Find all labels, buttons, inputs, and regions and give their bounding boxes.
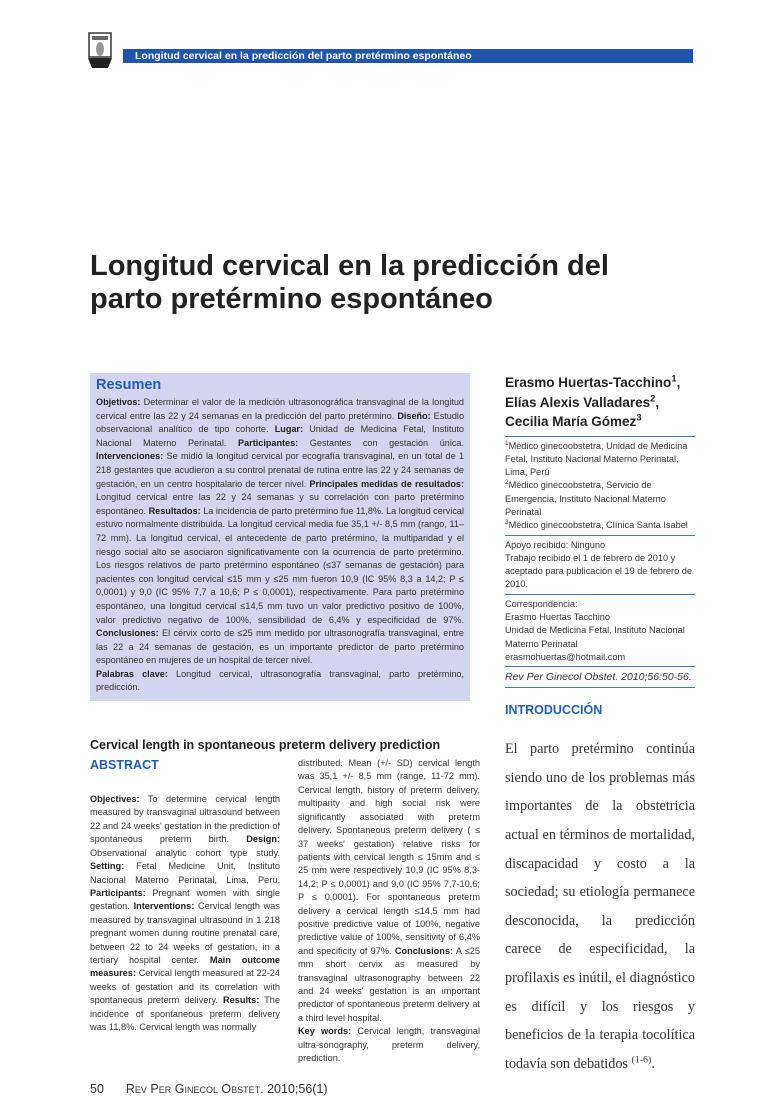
section-label: Participantes: [238,437,299,448]
running-header: Longitud cervical en la predicción del parto pretérmino espontáneo [123,49,693,63]
author-name-text: Elías Alexis Valladares [505,394,651,410]
abstract-heading: ABSTRACT [90,758,159,773]
author-name-text: Cecilia María Gómez [505,414,637,429]
section-text: distributed. Mean (+/- SD) cervical length was 35,1 +/- 8,5 mm (range, 11-72 mm). Cervical length, history of preterm delivery, multiparity and high social risk were significantly associated with preterm delivery. Spontaneous preterm delivery ( ≤ 37 weeks' gestation) relative risks for patients with cervical length ≤ 15mm and ≤ 25 mm were respectively 10,9 (IC 95% 8,3-14,2; P ≤ 0,0001) and 9,0 (IC 95% 7,7-10,6; P ≤ 0,0001). For spontaneous preterm delivery a cervical length ≤14,5 mm had positive predictive value of 100%, negative predictive value of 100%, sensitivity of 6,4% and specificity of 97%. [298,758,480,956]
article-title: Longitud cervical en la predicción del parto pretérmino espontáneo [90,250,609,315]
affiliation-text: Médico ginecoobstetra, Servicio de Emergencia, Instituto Nacional Materno Perinatal [505,480,666,517]
section-text: Pregnant women with single gestation. [90,887,280,912]
affiliation-sup: 3 [505,519,509,527]
section-label: Diseño: [397,410,431,421]
author-name [505,412,695,432]
section-text: To determine cervical length measured by transvaginal ultrasound between 22 and 24 weeks' gestation in the prediction of spontaneous preterm birth. [90,794,280,845]
submission-info [505,536,695,595]
author-sup: 1 [671,373,677,385]
journal-citation: Rev Per Ginecol Obstet. 2010;56(1) [125,1082,328,1097]
received-text: Trabajo recibido el 1 de febrero de 2010 y aceptado para publicación el 19 de febrero de 2010. [505,552,692,590]
intro-end: . [651,1055,655,1072]
section-label: Objectives: [90,794,140,805]
section-text: The incidence of spontaneous preterm delivery was 11,8%. Cervical length was normally [90,995,280,1032]
intro-body: El parto pretérmino continúa siendo uno de los problemas más importantes de la obstetricia actual en términos de mortalidad, discapacidad y costo a la sociedad; su etiología permanece desconocida, la predicción carece de especificidad, la profilaxis es inútil, el diagnóstico es difícil y los riesgos y beneficios de la terapia tocolítica todavía son debatidos [505,741,695,1072]
right-column [505,373,695,1078]
keywords-text: Cervical length, transvaginal ultra-sonography, preterm delivery, prediction. [298,1026,480,1063]
section-text: La incidencia de parto pretérmino fue 11,8%. La longitud cervical estuvo normalmente distribuida. La longitud cervical media fue 35,1 +/- 8,5 mm (rango, 11–72 mm). La longitud cervical, el antecedente de parto pretérmino, la multiparidad y el riesgo social alto se asociaron significativamente con la ocurrencia de parto pretérmino. Los riesgos relativos de parto pretérmino espontáneo (≤37 semanas de gestación) para pacientes con longitud cervical ≤15 mm y ≤25 mm fueron 10,9 (IC 95% 8,3 a 14,2; P ≤ 0,0001) y 9,0 (IC 95% 7,7 a 10,6; P ≤ 0,0001), respectivamente. Para parto pretérmino espontáneo, una longitud cervical ≤14,5 mm tuvo un valor predictivo positivo de 100%, valor predictivo negativo de 100%, sensibilidad de 6,4% y especificidad de 97%. [96,505,464,625]
keywords-label: Key words: [298,1026,352,1037]
section-label: Setting: [90,861,125,872]
section-label: Lugar: [274,424,303,435]
section-label: Conclusions: [394,945,454,956]
section-text: Fetal Medicine Unit, Instituto Nacional Materno Perinatal, Lima, Peru. [90,861,280,885]
journal-logo [88,32,112,70]
section-text: Cervical length was measured by transvaginal ultrasound in 1 218 pregnant women during routine prenatal care, between 22 to 24 weeks of gestation, in a tertiary hospital center. [90,901,280,965]
introduction-heading: INTRODUCCIÓN [505,703,603,718]
section-label: Objetivos: [96,397,141,407]
section-label: Resultados: [148,505,201,516]
author-name: Elías Alexis Valladares$^2$, [505,393,660,410]
correspondence-label: Correspondencia: [505,598,578,609]
section-label: Interventions: [133,901,195,912]
section-text: Determinar el valor de la medición ultrasonográfica transvaginal de la longitud cervical entre las 22 y 24 semanas en la predicción del parto pretérmino. [96,397,464,421]
resumen-heading: Resumen [96,377,162,393]
support-text: Apoyo recibido: Ninguno [505,539,606,550]
affiliation-text: Médico ginecoobstetra, Unidad de Medicina Fetal, Instituto Nacional Materno Perinatal, Lima, Perú [505,440,688,478]
resumen-text [96,396,464,695]
correspondence-name: Erasmo Huertas Tacchino [505,612,611,623]
page-number: 50 [90,1082,104,1097]
keywords-text: Longitud cervical, ultrasonografía transvaginal, parto pretérmino, predicción. [96,668,464,693]
section-label: Design: [246,834,280,845]
author-names [505,373,695,437]
section-text: A ≤25 mm short cervix as measured by transvaginal ultrasonography between 22 and 24 weeks' gestation is an important predictor of spontaneous preterm delivery at a third level hospital. [298,945,481,1023]
affiliation-sup: 1 [505,439,509,447]
abstract-left [90,757,280,1065]
left-column [90,373,480,1097]
abstract-column-1 [90,793,280,1034]
email-link[interactable]: erasmohuertas@hotmail.com [505,651,626,662]
citation: Rev Per Ginecol Obstet. 2010;56:50-56. [505,667,695,688]
affiliation-sup: 2 [505,479,509,487]
affiliation [505,479,695,519]
affiliation [505,440,695,480]
section-text: Cervical length measured at 22-24 weeks of gestation and its correlation with spontaneous preterm delivery. [90,968,280,1006]
author-name: Erasmo Huertas-Tacchino$^1$, [505,373,681,390]
author-block [505,373,695,688]
page-footer [90,1081,480,1097]
abstract-section [90,757,480,1065]
english-title: Cervical length in spontaneous preterm delivery prediction [90,738,441,753]
section-text: Longitud cervical entre las 22 y 24 semanas y su correlación con parto pretérmino espontáneo. [96,492,464,516]
affiliations [505,437,695,536]
section-label: Results: [223,995,260,1006]
author-sup: 2 [650,393,656,404]
affiliation [505,519,695,532]
section-text: El cérvix corto de ≤25 mm medido por ultrasonografía transvaginal, entre las 22 a 24 semanas de gestación, es un importante predictor de parto pretérmino espontáneo en mujeres de un hospital de tercer nivel. [96,628,464,666]
section-text: Gestantes con gestación única. [298,437,464,448]
affiliation-text: Médico ginecoobstetra, Clínica Santa Isabel [508,520,688,531]
section-label: Intervenciones: [96,451,164,462]
resumen-box [90,373,470,701]
section-label: Participants: [90,887,146,898]
correspondence-address: Unidad de Medicina Fetal, Instituto Nacional Materno Perinatal [505,625,685,649]
section-text: Estudio observacional analítico de tipo cohorte. [96,410,465,435]
keywords-label: Palabras clave: [96,668,168,679]
section-text: Unidad de Medicina Fetal, Instituto Nacional Materno Perinatal. [96,424,464,448]
section-label: Conclusiones: [96,628,159,639]
introduction-text [505,735,695,1078]
section-label: Main outcome measures: [90,954,280,979]
author-name-text: Erasmo Huertas-Tacchino [505,375,672,390]
section-text: Observational analytic cohort type study. [90,847,280,858]
correspondence [505,595,695,667]
intro-citation: (1-6) [631,1054,652,1066]
section-text: Se midió la longitud cervical por ecografía transvaginal, en un total de 1 218 gestantes que acudieron a su control prenatal de rutina entre las 22 y 24 semanas de gestación, en un centro hospitalario de tercer nivel. [96,451,464,489]
abstract-column-2 [298,757,480,1065]
author-sup: 3 [636,412,642,424]
section-label: Principales medidas de resultados: [309,478,464,489]
